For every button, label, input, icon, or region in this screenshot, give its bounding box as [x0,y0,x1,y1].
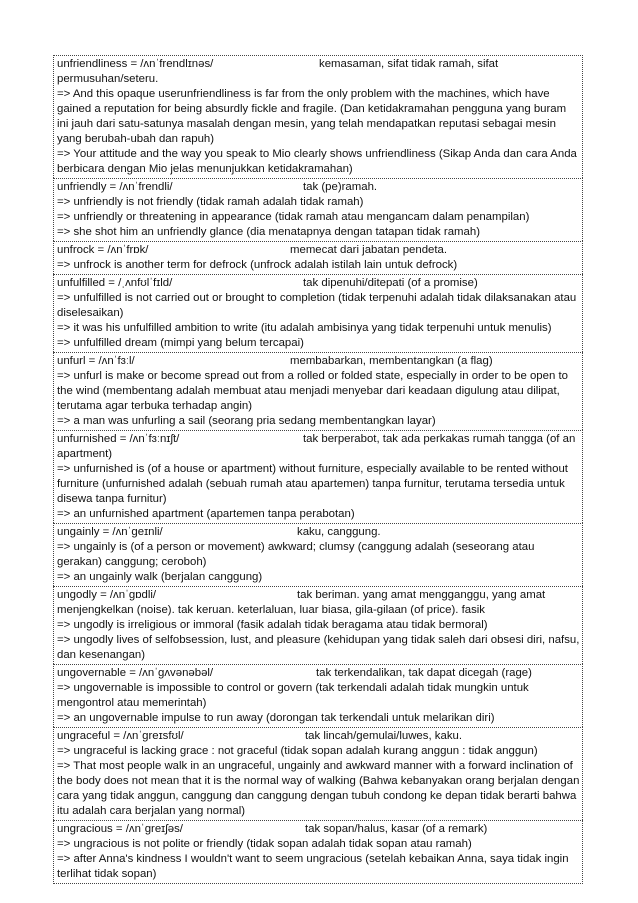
entry-meaning: memecat dari jabatan pendeta. [290,244,448,256]
dictionary-entry [53,820,583,884]
entry-headword: ungracious = /ʌnˈɡreɪʃəs/ [57,823,183,835]
entry-headword: unfrock = /ʌnˈfrɒk/ [57,244,149,256]
entry-example: => ungodly is irreligious or immoral (fasik adalah tidak beragama atau tidak bermoral) [57,619,488,631]
entry-example: => a man was unfurling a sail (seorang pria sedang membentangkan layar) [57,415,436,427]
entry-example: => unfriendly or threatening in appearance (tidak ramah atau mengancam dalam penampilan) [57,211,530,223]
entry-headword-line [57,525,580,540]
entry-headword-line [57,666,580,681]
entry-headword: ungodly = /ʌnˈɡɒdli/ [57,589,157,601]
dictionary-entry [53,352,583,430]
entry-headword: ungovernable = /ʌnˈɡʌvənəbəl/ [57,667,214,679]
entry-example: => And this opaque userunfriendliness is far from the only problem with the machines, which have gained a reputation for being absurdly fickle and fragile. (Dan ketidakramahan pengguna yang buram ini jauh dari satu-satunya masalah dengan mesin, yang telah mendapatkan reputasi sebagai mesin yang berubah-ubah dan rapuh) [57,88,567,145]
entry-meaning: kaku, canggung. [297,526,381,538]
dictionary-page [53,55,583,884]
entry-headword: unfriendly = /ʌnˈfrendli/ [57,181,173,193]
entry-headword: unfulfilled = /ˌʌnfʊlˈfɪld/ [57,277,173,289]
dictionary-entry [53,727,583,820]
entry-example: => an ungovernable impulse to run away (dorongan tak terkendali untuk melarikan diri) [57,712,495,724]
dictionary-entry [53,586,583,664]
entry-headword-line [57,354,580,369]
entry-headword-line [57,729,580,744]
entry-headword: unfriendliness = /ʌnˈfrendlɪnəs/ [57,58,214,70]
entry-example: => unfulfilled is not carried out or brought to completion (tidak terpenuhi adalah tidak dilaksanakan atau diselesaikan) [57,292,577,319]
entry-headword: ungainly = /ʌnˈɡeɪnli/ [57,526,163,538]
entry-example: => an ungainly walk (berjalan canggung) [57,571,263,583]
entry-headword-line [57,57,580,87]
entry-meaning: tak berperabot, tak ada perkakas rumah tangga (of an apartment) [57,433,576,460]
entry-headword-line [57,243,580,258]
entry-example: => she shot him an unfriendly glance (dia menatapnya dengan tatapan tidak ramah) [57,226,480,238]
entry-example: => ungainly is (of a person or movement) awkward; clumsy (canggung adalah (seseorang atau gerakan) canggung; ceroboh) [57,541,535,568]
entry-headword-line [57,180,580,195]
entry-meaning: membabarkan, membentangkan (a flag) [290,355,493,367]
entry-headword: unfurl = /ʌnˈfɜːl/ [57,355,135,367]
entry-meaning: tak lincah/gemulai/luwes, kaku. [305,730,463,742]
dictionary-entry [53,523,583,586]
dictionary-entry [53,241,583,274]
entry-meaning: tak sopan/halus, kasar (of a remark) [305,823,488,835]
entry-headword: unfurnished = /ʌnˈfɜːnɪʃt/ [57,433,180,445]
entry-meaning: tak terkendalikan, tak dapat dicegah (rage) [316,667,532,679]
entry-headword-line [57,588,580,618]
entry-meaning: kemasaman, sifat tidak ramah, sifat permusuhan/seteru. [57,58,499,85]
entry-headword-line [57,432,580,462]
entry-example: => an unfurnished apartment (apartemen tanpa perabotan) [57,508,355,520]
entry-example: => ungraceful is lacking grace : not graceful (tidak sopan adalah kurang anggun : tidak anggun) [57,745,538,757]
entry-headword-line [57,822,580,837]
dictionary-entry [53,430,583,523]
entry-example: => ungodly lives of selfobsession, lust, and pleasure (kehidupan yang tidak saleh dari obsesi diri, nafsu, dan kesenangan) [57,634,580,661]
entry-example: => Your attitude and the way you speak to Mio clearly shows unfriendliness (Sikap Anda dan cara Anda berbicara dengan Mio jelas menunjukkan ketidakramahan) [57,148,577,175]
entry-example: => unfriendly is not friendly (tidak ramah adalah tidak ramah) [57,196,364,208]
entry-example: => That most people walk in an ungraceful, ungainly and awkward manner with a forward inclination of the body does not mean that it is the normal way of walking (Bahwa kebanyakan orang berjalan dengan cara yang tidak anggun, canggung dan canggung dengan tubuh condong ke depan tidak berarti bahwa itu adalah cara berjalan yang normal) [57,760,580,817]
entry-example: => unfurl is make or become spread out from a rolled or folded state, especially in order to be open to the wind (membentang adalah membuat atau menjadi menyebar dari keadaan digulung atau dilipat, terutama agar terbuka terhadap angin) [57,370,568,412]
entry-example: => it was his unfulfilled ambition to write (itu adalah ambisinya yang tidak terpenuhi untuk menulis) [57,322,552,334]
entry-meaning: tak (pe)ramah. [303,181,378,193]
entry-example: => ungovernable is impossible to control or govern (tak terkendali adalah tidak mungkin untuk mengontrol atau memerintah) [57,682,529,709]
entry-example: => unfurnished is (of a house or apartment) without furniture, especially available to be rented without furniture (unfurnished adalah (sebuah rumah atau apartemen) tanpa furnitur, terutama tersedia untuk disewa tanpa furnitur) [57,463,568,505]
entry-meaning: tak beriman. yang amat mengganggu, yang amat menjengkelkan (noise). tak keruan. keterlaluan, luar biasa, gila-gilaan (of price). fasik [57,589,546,616]
entry-headword: ungraceful = /ʌnˈɡreɪsfʊl/ [57,730,184,742]
dictionary-entry [53,178,583,241]
entry-headword-line [57,276,580,291]
entry-example: => unfulfilled dream (mimpi yang belum tercapai) [57,337,304,349]
dictionary-entry [53,55,583,178]
entry-example: => ungracious is not polite or friendly (tidak sopan adalah tidak sopan atau ramah) [57,838,472,850]
entry-example: => after Anna's kindness I wouldn't want to seem ungracious (setelah kebaikan Anna, saya tidak ingin terlihat tidak sopan) [57,853,569,880]
entry-meaning: tak dipenuhi/ditepati (of a promise) [303,277,478,289]
dictionary-entry [53,664,583,727]
entry-example: => unfrock is another term for defrock (unfrock adalah istilah lain untuk defrock) [57,259,458,271]
dictionary-entry [53,274,583,352]
